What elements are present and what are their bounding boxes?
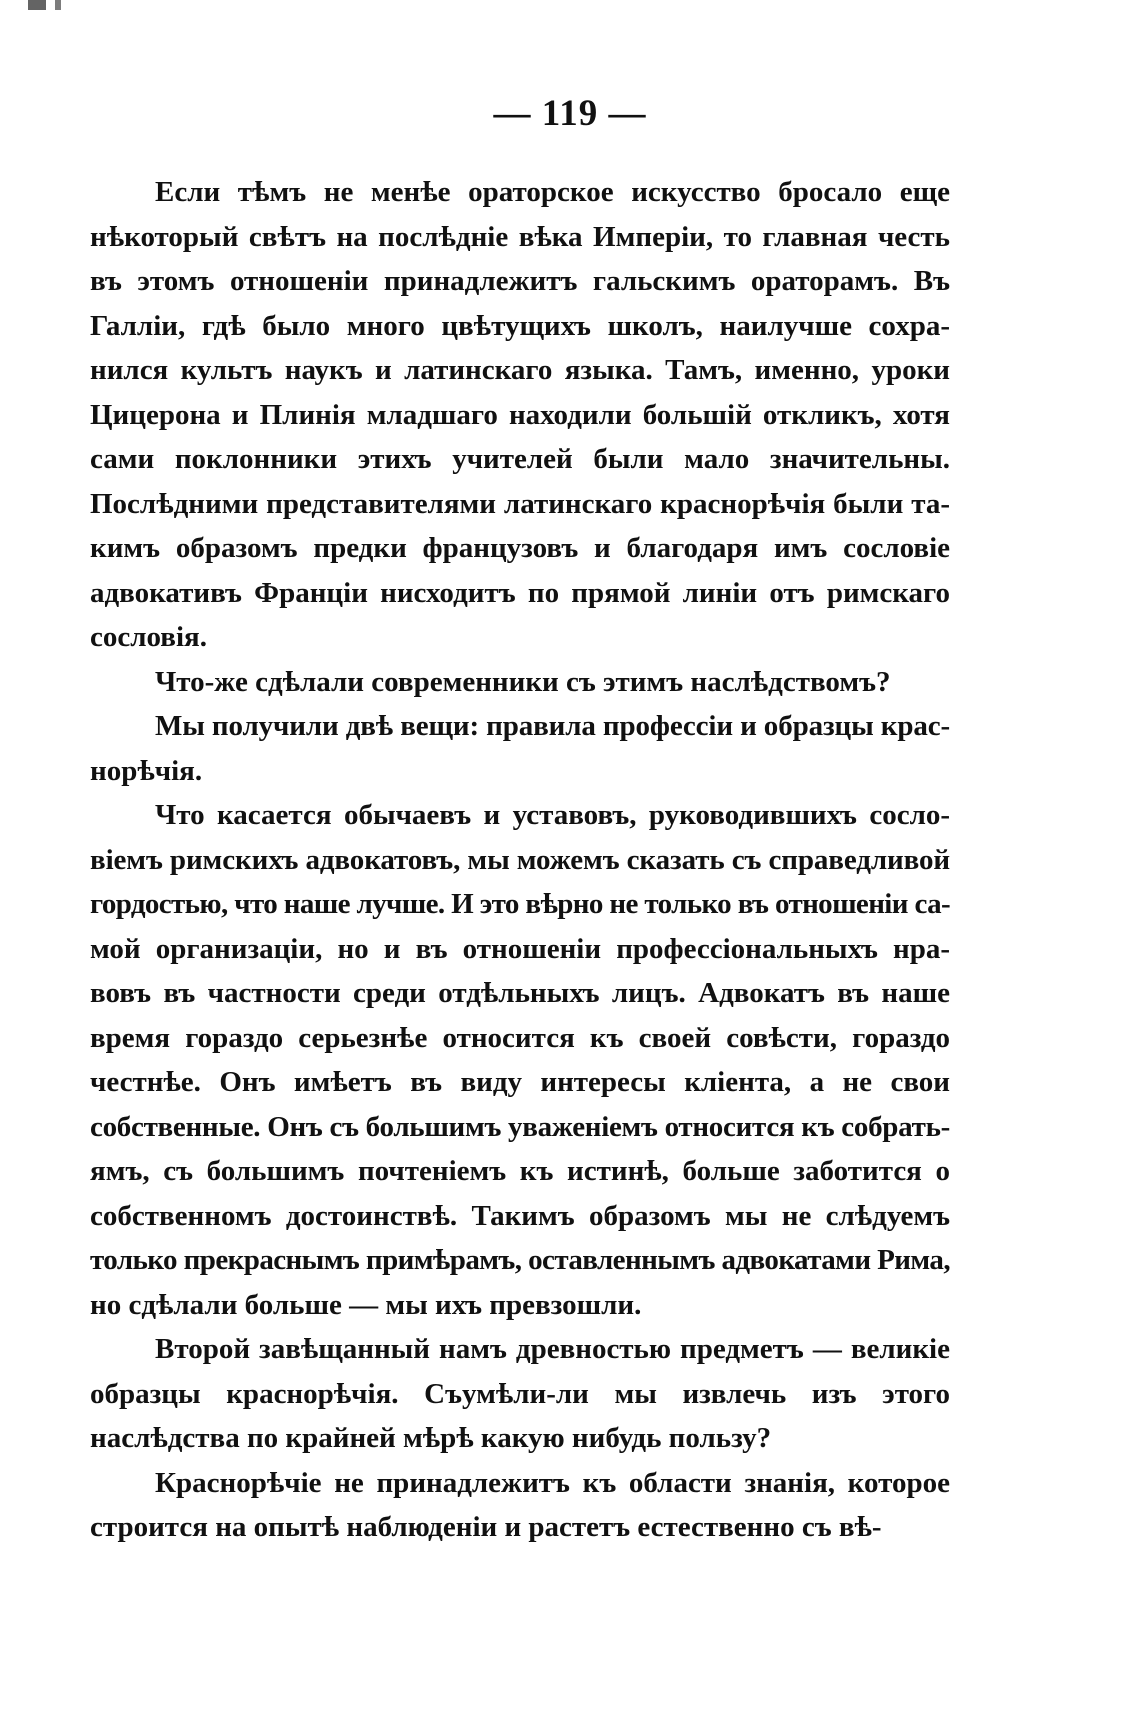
paragraph <box>90 704 950 793</box>
page-number: — 119 — <box>493 93 647 134</box>
text-line: Мы получили двѣ вещи: правила профессіи и образцы крас- <box>155 710 950 742</box>
text-line: Что-же сдѣлали современники съ этимъ наслѣдствомъ? <box>155 665 891 698</box>
text-line: гордостью, что наше лучше. И это вѣрно не только въ отношеніи са- <box>90 888 950 920</box>
text-line: сословія. <box>90 621 207 653</box>
text-line: Галліи, гдѣ было много цвѣтущихъ школъ, наилучше сохра- <box>90 309 950 342</box>
text-line: віемъ римскихъ адвокатовъ, мы можемъ сказать съ справедливой <box>90 843 950 876</box>
text-line: Послѣдними представителями латинскаго краснорѣчія были та- <box>90 487 950 520</box>
text-line: сами поклонники этихъ учителей были мало значительны. <box>90 443 950 475</box>
text-line: нѣкоторый свѣтъ на послѣдніе вѣка Имперіи, то главная честь <box>90 220 950 253</box>
text-line: образцы краснорѣчія. Съумѣли-ли мы извлечь изъ этого <box>90 1377 950 1410</box>
text-line: норѣчія. <box>90 754 203 787</box>
paragraph <box>90 660 950 705</box>
text-line: строится на опытѣ наблюденіи и растетъ естественно съ вѣ- <box>90 1511 882 1543</box>
text-line: вовъ въ частности среди отдѣльныхъ лицъ. Адвокатъ въ наше <box>90 977 950 1009</box>
text-line: честнѣе. Онъ имѣетъ въ виду интересы кліента, а не свои <box>90 1066 950 1098</box>
text-line: но сдѣлали больше — мы ихъ превзошли. <box>90 1288 642 1321</box>
paragraph <box>90 170 950 660</box>
body-text <box>90 170 950 1550</box>
text-line: Второй завѣщанный намъ древностью предметъ — великіе <box>155 1333 950 1365</box>
text-line: только прекраснымъ примѣрамъ, оставленнымъ адвокатами Рима, <box>90 1244 950 1276</box>
paragraph <box>90 1461 950 1550</box>
text-line: мой организаціи, но и въ отношеніи профессіональныхъ нра- <box>90 932 950 965</box>
scan-artifact <box>28 0 88 10</box>
text-line: адвокативъ Франціи нисходитъ по прямой линіи отъ римскаго <box>90 576 950 609</box>
paragraph <box>90 1327 950 1461</box>
text-line: въ этомъ отношеніи принадлежитъ гальскимъ ораторамъ. Въ <box>90 265 950 297</box>
text-line: Краснорѣчіе не принадлежитъ къ области знанія, которое <box>155 1466 950 1499</box>
text-line: Что касается обычаевъ и уставовъ, руководившихъ сосло- <box>155 799 950 831</box>
text-line: Цицерона и Плинія младшаго находили большій откликъ, хотя <box>90 398 950 431</box>
text-line: Если тѣмъ не менѣе ораторское искусство бросало еще <box>155 176 950 208</box>
text-line: кимъ образомъ предки французовъ и благодаря имъ сословіе <box>90 532 950 564</box>
text-line: собственномъ достоинствѣ. Такимъ образомъ мы не слѣдуемъ <box>90 1199 950 1232</box>
text-line: нился культъ наукъ и латинскаго языка. Тамъ, именно, уроки <box>90 354 950 386</box>
text-line: собственные. Онъ съ большимъ уваженіемъ относится къ собрать- <box>90 1110 950 1143</box>
text-line: ямъ, съ большимъ почтеніемъ къ истинѣ, больше заботится о <box>90 1155 950 1187</box>
paragraph <box>90 793 950 1327</box>
text-line: наслѣдства по крайней мѣрѣ какую нибудь пользу? <box>90 1422 772 1454</box>
text-line: время гораздо серьезнѣе относится къ своей совѣсти, гораздо <box>90 1021 950 1054</box>
